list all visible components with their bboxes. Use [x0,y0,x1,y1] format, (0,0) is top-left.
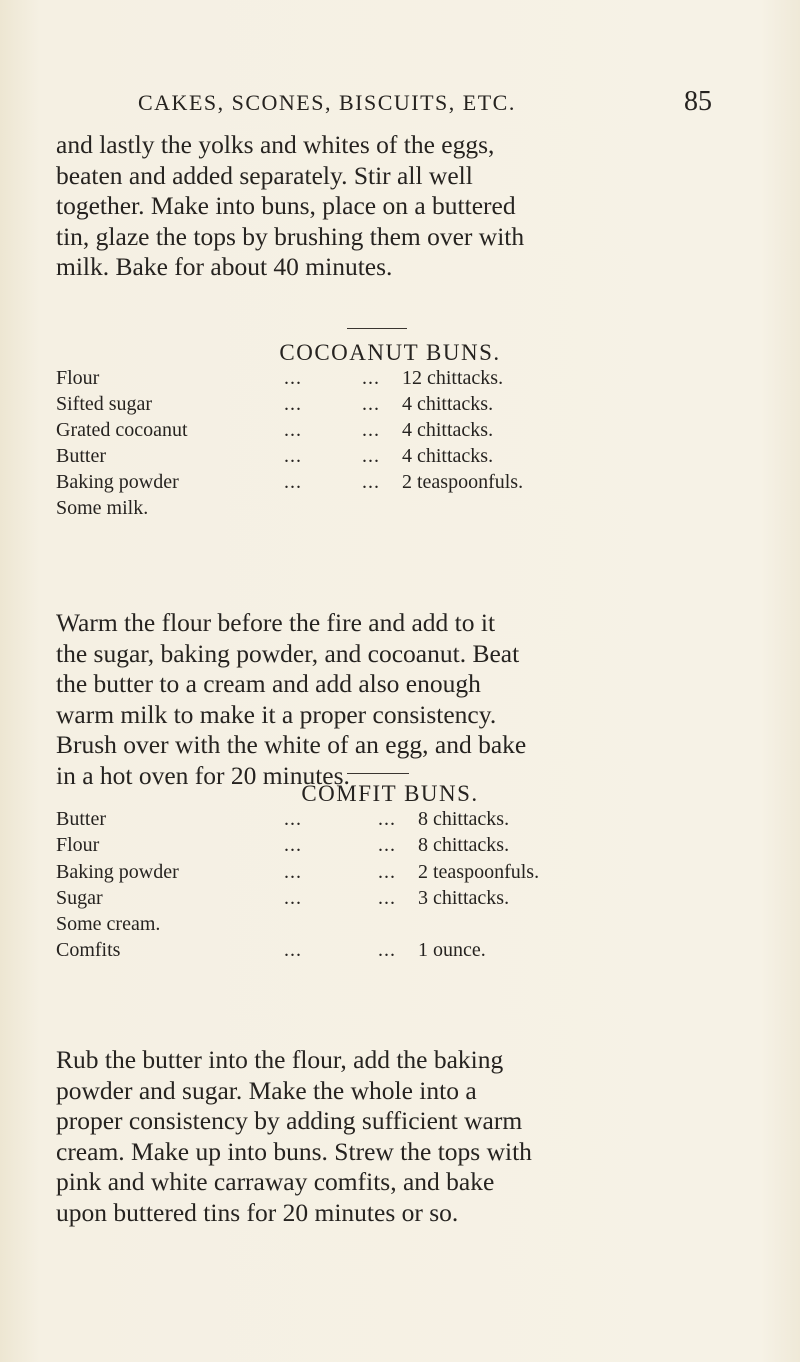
ingredient-name: Butter [56,445,106,467]
ingredient-row [56,469,716,495]
section-divider [347,328,407,329]
ingredient-name: Flour [56,367,100,389]
paragraph-line: powder and sugar. Make the whole into a [56,1075,477,1105]
ingredient-name: Comfits [56,939,121,962]
recipe-title: COCOANUT BUNS. [279,340,501,365]
ingredient-quantity: 4 chittacks. [402,445,494,467]
ingredient-name: Sugar [56,886,103,909]
leader-dots: ... [362,367,380,389]
leader-dots: ... [284,939,302,962]
ingredient-row [56,911,716,937]
ingredient-quantity: 4 chittacks. [402,393,494,415]
leader-dots: ... [362,419,380,441]
ingredient-row [56,937,716,963]
paragraph-line: the sugar, baking powder, and cocoanut. Beat [56,638,520,668]
leader-dots: ... [284,808,302,830]
ingredient-row [56,443,716,469]
section-divider [347,773,409,774]
ingredient-quantity: 8 chittacks. [418,808,510,830]
ingredient-quantity: 2 teaspoonfuls. [402,471,524,493]
paragraph-line: tin, glaze the tops by brushing them over with [56,221,525,251]
method-paragraph [56,608,712,792]
leader-dots: ... [284,860,302,883]
paragraph-line: together. Make into buns, place on a buttered [56,191,516,221]
paragraph-line: Brush over with the white of an egg, and bake [56,730,527,760]
ingredient-list [56,806,716,964]
leader-dots: ... [362,445,380,467]
paragraph-line: pink and white carraway comfits, and bake [56,1167,495,1197]
ingredient-quantity: 1 ounce. [418,939,486,962]
leader-dots: ... [284,419,302,441]
leader-dots: ... [378,808,396,830]
leader-dots: ... [284,393,302,415]
paragraph-line: warm milk to make it a proper consistency. [56,699,497,729]
ingredient-name: Baking powder [56,860,179,883]
intro-paragraph [56,130,712,283]
ingredient-name: Grated cocoanut [56,419,188,441]
ingredient-list [56,365,716,521]
ingredient-quantity: 8 chittacks. [418,834,510,857]
paragraph-line: Rub the butter into the flour, add the baking [56,1045,504,1074]
ingredient-name: Baking powder [56,471,179,493]
paragraph-line: Warm the flour before the fire and add to it [56,608,496,637]
ingredient-quantity: 3 chittacks. [418,886,510,909]
ingredient-row [56,495,716,521]
leader-dots: ... [362,471,380,493]
ingredient-quantity: 4 chittacks. [402,419,494,441]
ingredient-row [56,859,716,885]
paragraph-line: cream. Make up into buns. Strew the tops with [56,1136,532,1166]
leader-dots: ... [378,860,396,883]
ingredient-name: Flour [56,834,100,857]
paragraph-line: and lastly the yolks and whites of the eggs, [56,130,495,159]
ingredient-row [56,885,716,911]
leader-dots: ... [284,886,302,909]
paragraph-line: beaten and added separately. Stir all well [56,160,473,190]
leader-dots: ... [284,834,302,857]
recipe-title: COMFIT BUNS. [301,781,479,806]
leader-dots: ... [284,445,302,467]
ingredient-quantity: 2 teaspoonfuls. [418,860,540,883]
running-header [138,86,712,122]
method-paragraph [56,1045,712,1229]
ingredient-name: Some cream. [56,913,161,936]
ingredient-quantity: 12 chittacks. [402,367,504,389]
leader-dots: ... [378,939,396,962]
leader-dots: ... [378,886,396,909]
leader-dots: ... [284,471,302,493]
leader-dots: ... [284,367,302,389]
ingredient-row [56,417,716,443]
ingredient-name: Some milk. [56,497,149,519]
leader-dots: ... [362,393,380,415]
paragraph-line: proper consistency by adding sufficient warm [56,1106,523,1136]
paragraph-line: upon buttered tins for 20 minutes or so. [56,1197,459,1227]
paragraph-line: milk. Bake for about 40 minutes. [56,252,393,282]
paragraph-line: the butter to a cream and add also enough [56,669,481,699]
ingredient-row [56,832,716,858]
ingredient-name: Butter [56,808,106,830]
ingredient-row [56,391,716,417]
page-number: 85 [684,86,712,117]
paragraph-line: in a hot oven for 20 minutes. [56,760,350,790]
ingredient-name: Sifted sugar [56,393,153,415]
ingredient-row [56,806,716,832]
ingredient-row [56,365,716,391]
leader-dots: ... [378,834,396,857]
chapter-title: CAKES, SCONES, BISCUITS, ETC. [138,90,516,115]
